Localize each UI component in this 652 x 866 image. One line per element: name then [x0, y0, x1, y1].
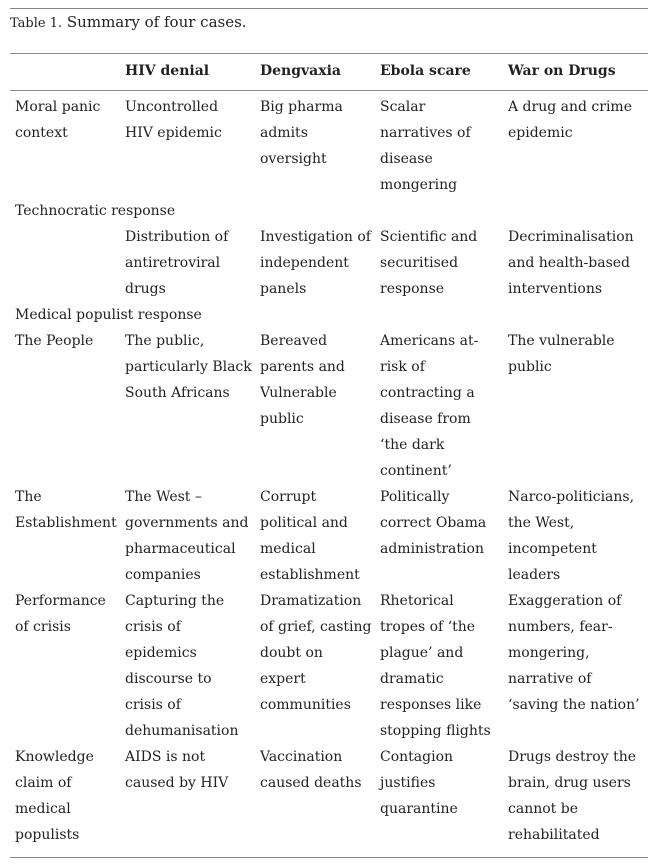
table-cell: The public, particularly Black South Africans: [125, 333, 252, 401]
section-row: [10, 198, 648, 224]
column-header: Dengvaxia: [260, 63, 341, 79]
table-cell: Narco-politicians, the West, incompetent leaders: [508, 489, 635, 583]
table-cell: admits oversight: [260, 125, 327, 167]
table-cell: Contagion justifies quarantine: [380, 749, 458, 817]
table-caption-title: Summary of four cases.: [66, 13, 247, 31]
table-cell: Vaccination caused deaths: [260, 749, 362, 791]
column-header: Ebola scare: [380, 63, 471, 79]
row-label: Knowledge claim of medical populists: [15, 749, 94, 843]
table-body: [10, 89, 648, 848]
table-cell: HIV epidemic: [125, 125, 222, 141]
table-cell: AIDS is not caused by HIV: [125, 749, 229, 791]
table-cell: Decriminalisation and health-based interventions: [508, 229, 634, 297]
section-heading: Technocratic response: [15, 203, 176, 219]
table-cell: The West – governments and pharmaceutical companies: [125, 489, 249, 583]
section-heading: Medical populist response: [15, 307, 202, 323]
table-row: [10, 588, 648, 744]
column-header: War on Drugs: [508, 63, 616, 79]
table-cell: Scientific and securitised response: [380, 229, 478, 297]
table-cell: Americans at- risk of contracting a disease from ‘the dark continent’: [380, 333, 479, 479]
table-header: [10, 58, 648, 89]
table-cell: epidemic: [508, 125, 573, 141]
table-cell: Capturing the crisis of epidemics discourse to crisis of dehumanisation: [125, 593, 239, 739]
table-row: [10, 484, 648, 588]
row-label: The People: [15, 333, 94, 349]
table-cell: Corrupt political and medical establishment: [260, 489, 360, 583]
table-cell: Bereaved parents and Vulnerable public: [260, 333, 345, 427]
table-caption-label: Table 1.: [10, 16, 63, 31]
row-label: context: [15, 125, 68, 141]
bottom-rule: [10, 857, 648, 858]
row-label: [10, 224, 120, 302]
summary-table: [10, 58, 648, 848]
row-label: Performance of crisis: [15, 593, 106, 635]
caption-rule: [10, 53, 648, 54]
table-row: [10, 89, 648, 120]
table-cell: Exaggeration of numbers, fear-mongering, narrative of ‘saving the nation’: [508, 593, 640, 713]
row-label: Moral panic: [15, 99, 101, 115]
table-cell: Big pharma: [260, 99, 343, 115]
table-cell: Distribution of antiretroviral drugs: [125, 229, 229, 297]
table-cell: narratives of disease mongering: [380, 125, 471, 193]
table-row: [10, 328, 648, 484]
top-rule: [10, 8, 648, 9]
header-row: [10, 58, 648, 89]
table-caption: [10, 12, 247, 34]
table-cell: Uncontrolled: [125, 99, 219, 115]
header-rule: [10, 90, 648, 91]
table-row: [10, 744, 648, 848]
table-cell: Drugs destroy the brain, drug users cannot be rehabilitated: [508, 749, 636, 843]
table-cell: The vulnerable public: [508, 333, 615, 375]
section-row: [10, 302, 648, 328]
table-row: [10, 224, 648, 302]
table-cell: Politically correct Obama administration: [380, 489, 487, 557]
table-cell: Investigation of independent panels: [260, 229, 371, 297]
table-cell: A drug and crime: [508, 99, 632, 115]
table-cell: Dramatization of grief, casting doubt on expert communities: [260, 593, 372, 713]
table-cell: Scalar: [380, 99, 426, 115]
row-label: The Establishment: [15, 489, 117, 531]
column-header: [10, 58, 120, 89]
table-cell: Rhetorical tropes of ‘the plague’ and dramatic responses like stopping flights: [380, 593, 491, 739]
table-row: [10, 120, 648, 198]
column-header: HIV denial: [125, 63, 210, 79]
